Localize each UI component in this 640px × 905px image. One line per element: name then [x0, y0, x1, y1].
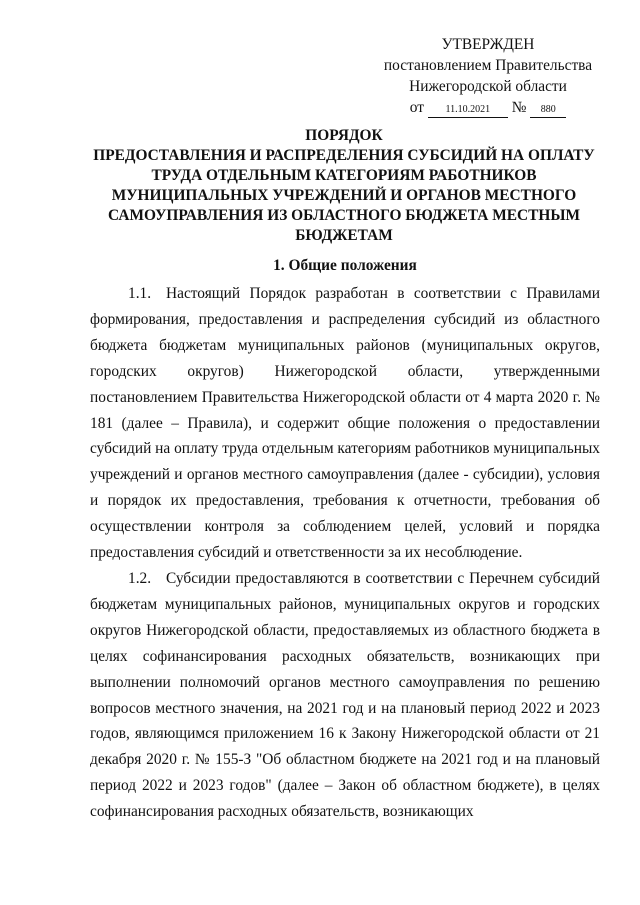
approval-resolution: постановлением Правительства	[383, 57, 593, 74]
title-line-4: МУНИЦИПАЛЬНЫХ УЧРЕЖДЕНИЙ И ОРГАНОВ МЕСТНОГО	[111, 187, 577, 204]
section-heading: 1. Общие положения	[273, 257, 417, 274]
paragraph-text: Настоящий Порядок разработан в соответствии с Правилами формирования, предоставления и распределения субсидий из областного бюджета бюджетам муниципальных районов (муниципальных округов, городских округов) Нижегородской области, утвержденными постановлением Правительства Нижегородской области от 4 марта 2020 г. № 181 (далее – Правила), и содержит общие положения о предоставлении субсидий на оплату труда отдельным категориям работников муниципальных учреждений и органов местного самоуправления (далее - субсидии), условия и порядок их предоставления, требования к отчетности, требования об осуществлении контроля за соблюдением целей, условий и порядка предоставления субсидий и ответственности за их несоблюдение.	[90, 285, 600, 562]
document-body	[90, 281, 600, 825]
approval-date: 11.10.2021	[428, 103, 508, 118]
approval-stamp	[376, 34, 600, 118]
approval-date-line	[376, 97, 600, 118]
title-line-2: ПРЕДОСТАВЛЕНИЯ И РАСПРЕДЕЛЕНИЯ СУБСИДИЙ НА ОПЛАТУ	[93, 147, 595, 164]
title-line-1: ПОРЯДОК	[305, 127, 383, 144]
title-line-5: САМОУПРАВЛЕНИЯ ИЗ ОБЛАСТНОГО БЮДЖЕТА МЕСТНЫМ	[108, 207, 580, 224]
paragraph-1-2	[90, 566, 600, 825]
from-label: от	[409, 99, 424, 116]
paragraph-text: Субсидии предоставляются в соответствии с Перечнем субсидий бюджетам муниципальных районов, муниципальных округов и городских округов Нижегородской области, предоставляемых из областного бюджета в целях софинансирования расходных обязательств, возникающих при выполнении полномочий органов местного самоуправления по решению вопросов местного значения, на 2021 год и на плановый период 2022 и 2023 годов, являющимся приложением 16 к Закону Нижегородской области от 21 декабря 2020 г. № 155-З "Об областном бюджете на 2021 год и на плановый период 2022 и 2023 годов" (далее – Закон об областном бюджете), в целях софинансирования расходных обязательств, возникающих	[90, 569, 600, 821]
paragraph-number: 1.1.	[128, 285, 152, 302]
title-line-6: БЮДЖЕТАМ	[295, 227, 393, 244]
document-title	[84, 126, 604, 246]
approval-region: Нижегородской области	[409, 78, 567, 95]
approval-number: 880	[530, 103, 566, 118]
approval-title: УТВЕРЖДЕН	[441, 36, 535, 53]
paragraph-1-1	[90, 281, 600, 566]
paragraph-number: 1.2.	[128, 569, 152, 587]
title-line-3: ТРУДА ОТДЕЛЬНЫМ КАТЕГОРИЯМ РАБОТНИКОВ	[151, 167, 537, 184]
number-label: №	[511, 99, 527, 116]
